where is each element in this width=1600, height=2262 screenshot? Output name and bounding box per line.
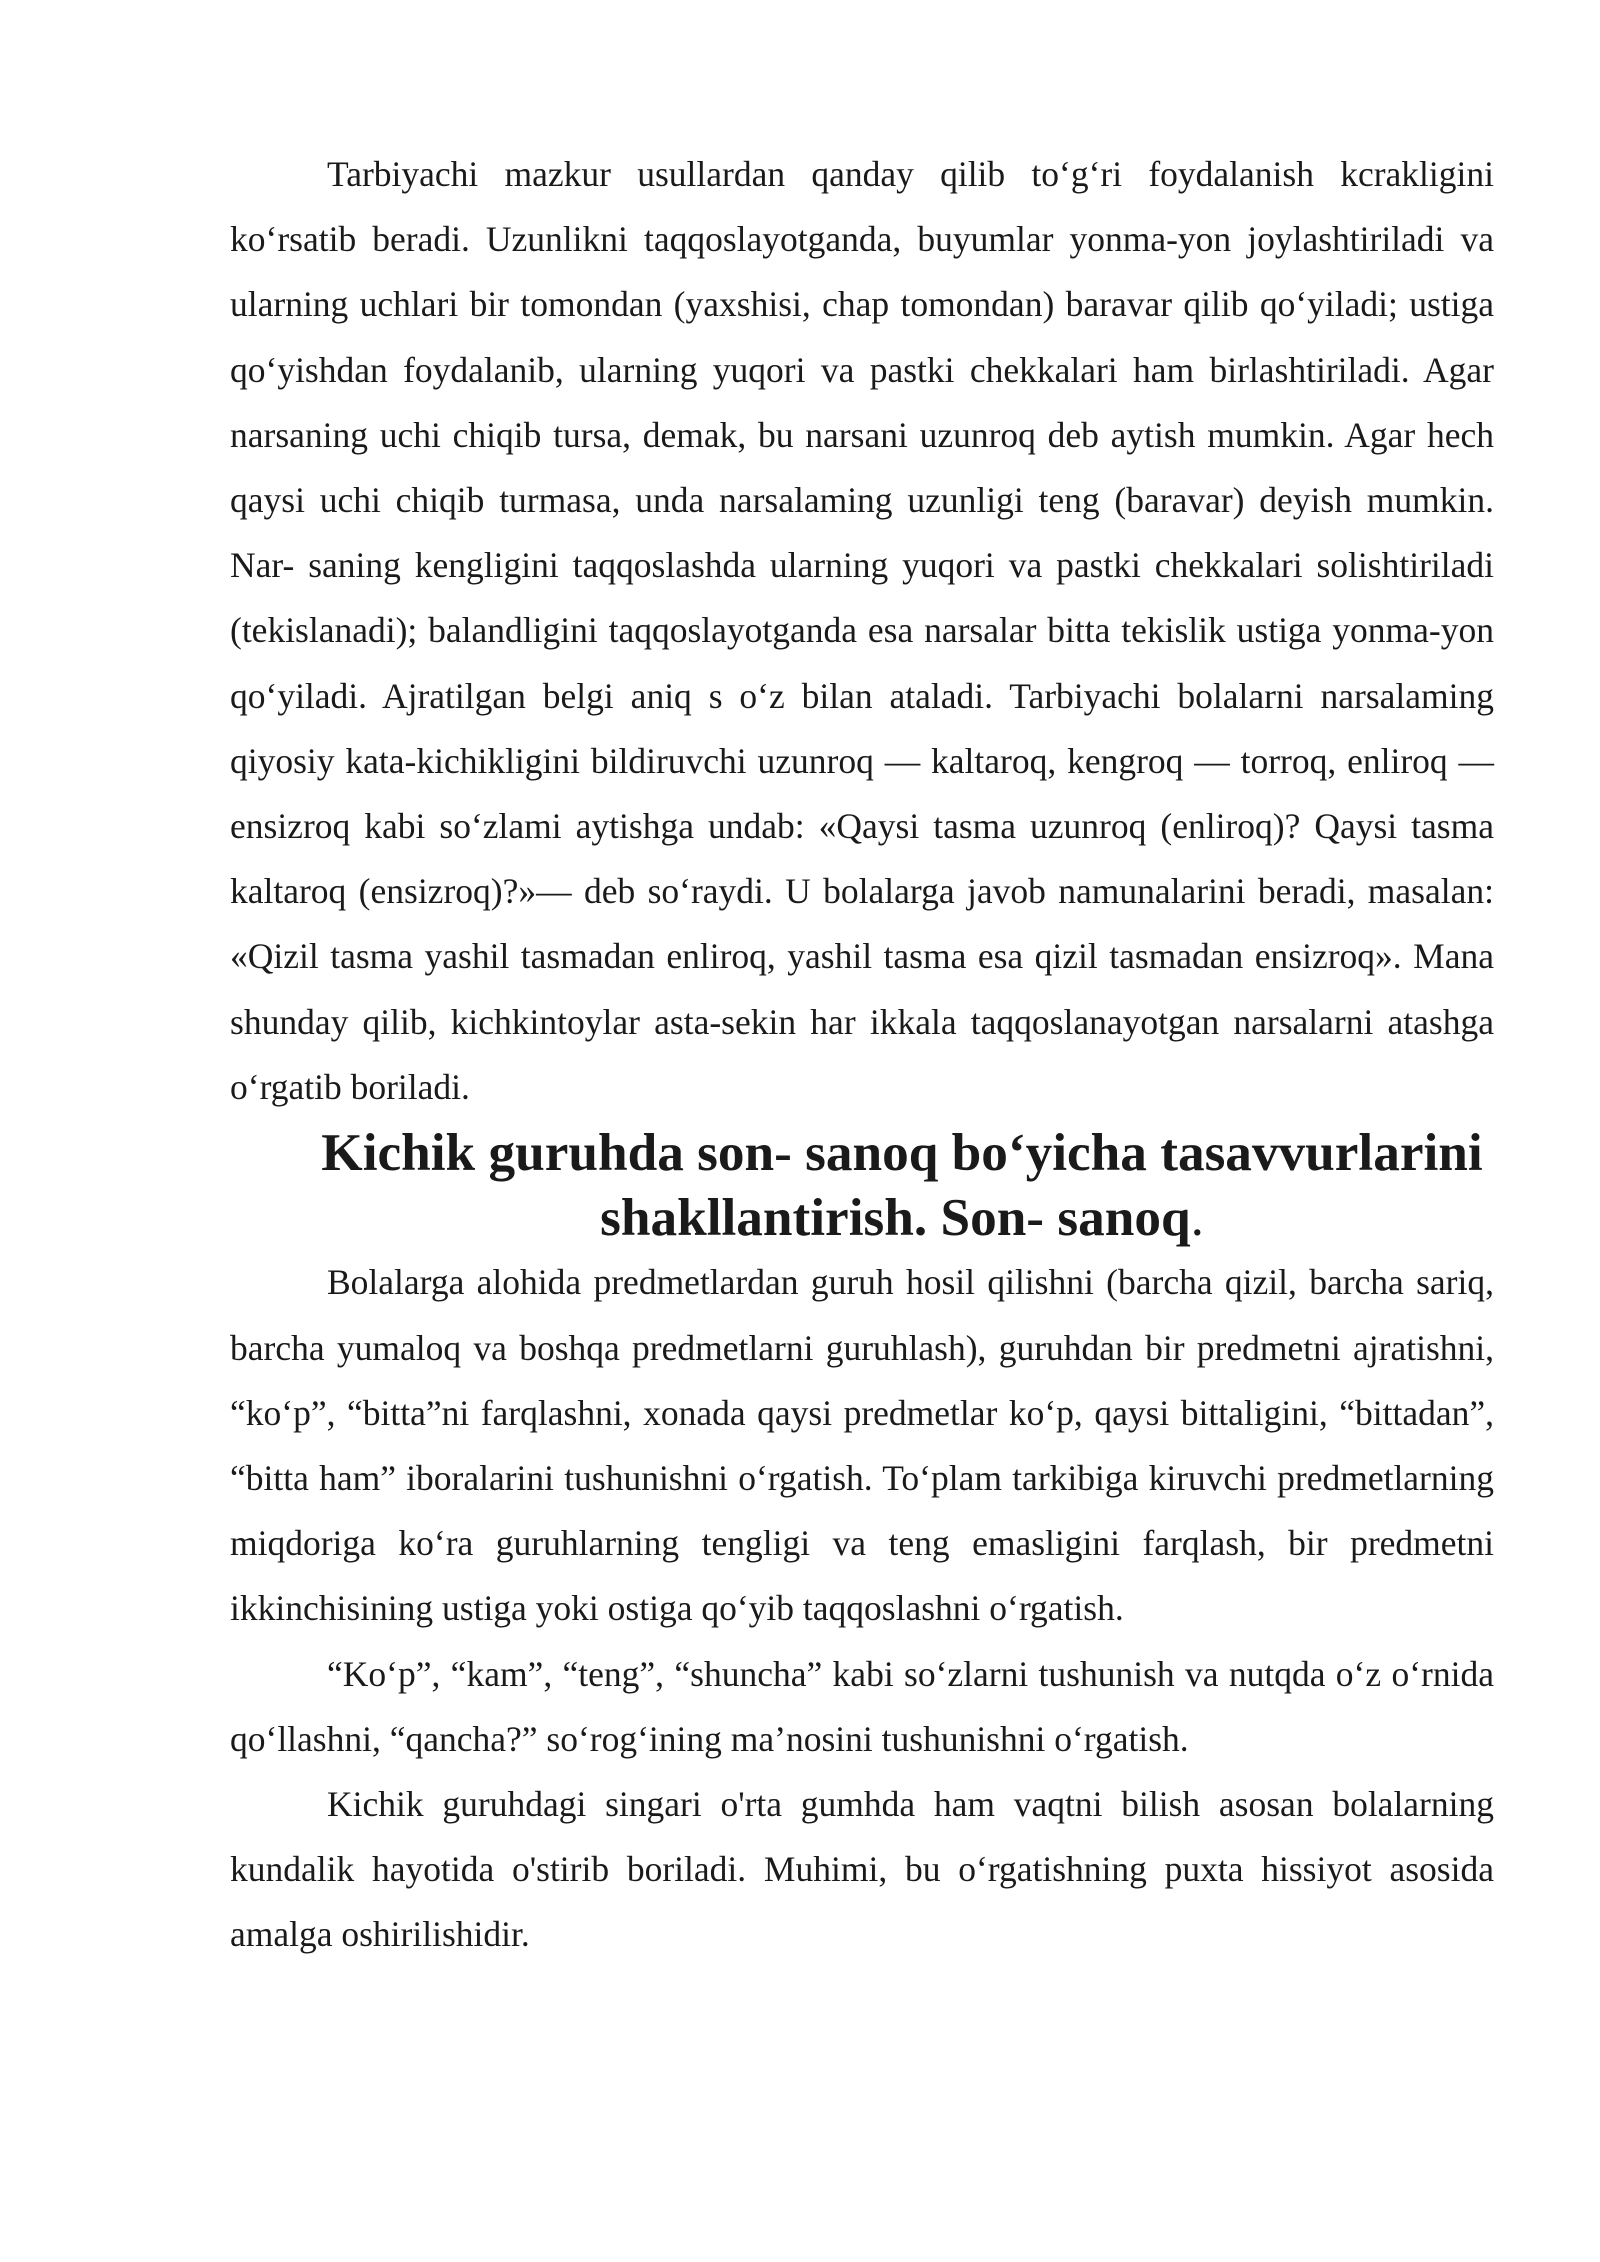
section-heading-period: . [1190,1188,1204,1248]
paragraph-grouping-objects: Bolalarga alohida predmetlardan guruh hosil qilishni (barcha qizil, barcha sariq, barcha yumaloq va boshqa predmetlarni guruhlash), guruhdan bir predmetni ajratishni, “ko‘p”, “bitta”ni farqlashni, xonada qaysi predmetlar ko‘p, qaysi bittaligini, “bittadan”, “bitta ham” iboralarini tushunishni o‘rgatish. To‘plam tarkibiga kiruvchi predmetlarning miqdoriga ko‘ra guruhlarning tengligi va teng emasligini farqlash, bir predmetni ikkinchisining ustiga yoki ostiga qo‘yib taqqoslashni o‘rgatish. [230,1262,1494,1629]
section-heading-text: Kichik guruhda son- sanoq bo‘yicha tasavvurlarini shakllantirish. Son- sanoq [321,1123,1483,1248]
document-body [230,142,1494,1968]
paragraph-time-awareness: Kichik guruhdagi singari o'rta gumhda ham vaqtni bilish asosan bolalarning kundalik hayotida o'stirib boriladi. Muhimi, bu o‘rgatishning puxta hissiyot asosida amalga oshirilishidir. [230,1784,1494,1955]
paragraph-quantity-words: “Ko‘p”, “kam”, “teng”, “shuncha” kabi so‘zlarni tushunish va nutqda o‘z o‘rnida qo‘llashni, “qancha?” so‘rog‘ining ma’nosini tushunishni o‘rgatish. [230,1653,1494,1759]
section-heading [230,1120,1494,1250]
paragraph-length-comparison: Tarbiyachi mazkur usullardan qanday qilib to‘g‘ri foydalanish kcrakligini ko‘rsatib beradi. Uzunlikni taqqoslayotganda, buyumlar yonma-yon joylashtiriladi va ularning uchlari bir tomondan (yaxshisi, chap tomondan) baravar qilib qo‘yiladi; ustiga qo‘yishdan foydalanib, ularning yuqori va pastki chekkalari ham birlashtiriladi. Agar narsaning uchi chiqib tursa, demak, bu narsani uzunroq deb aytish mumkin. Agar hech qaysi uchi chiqib turmasa, unda narsalaming uzunligi teng (baravar) deyish mumkin. Nar- saning kengligini taqqoslashda ularning yuqori va pastki chekkalari solishtiriladi (tekislanadi); balandligini taqqoslayotganda esa narsalar bitta tekislik ustiga yonma-yon qo‘yiladi. Ajratilgan belgi aniq s o‘z bilan ataladi. Tarbiyachi bolalarni narsalaming qiyosiy kata-kichikligini bildiruvchi uzunroq — kaltaroq, kengroq — torroq, enliroq — ensizroq kabi so‘zlami aytishga undab: «Qaysi tasma uzunroq (enliroq)? Qaysi tasma kaltaroq (ensizroq)?»— deb so‘raydi. U bolalarga javob namunalarini beradi, masalan: «Qizil tasma yashil tasmadan enliroq, yashil tasma esa qizil tasmadan ensizroq». Mana shunday qilib, kichkintoylar asta-sekin har ikkala taqqoslanayotgan narsalarni atashga o‘rgatib boriladi. [230,154,1494,1107]
